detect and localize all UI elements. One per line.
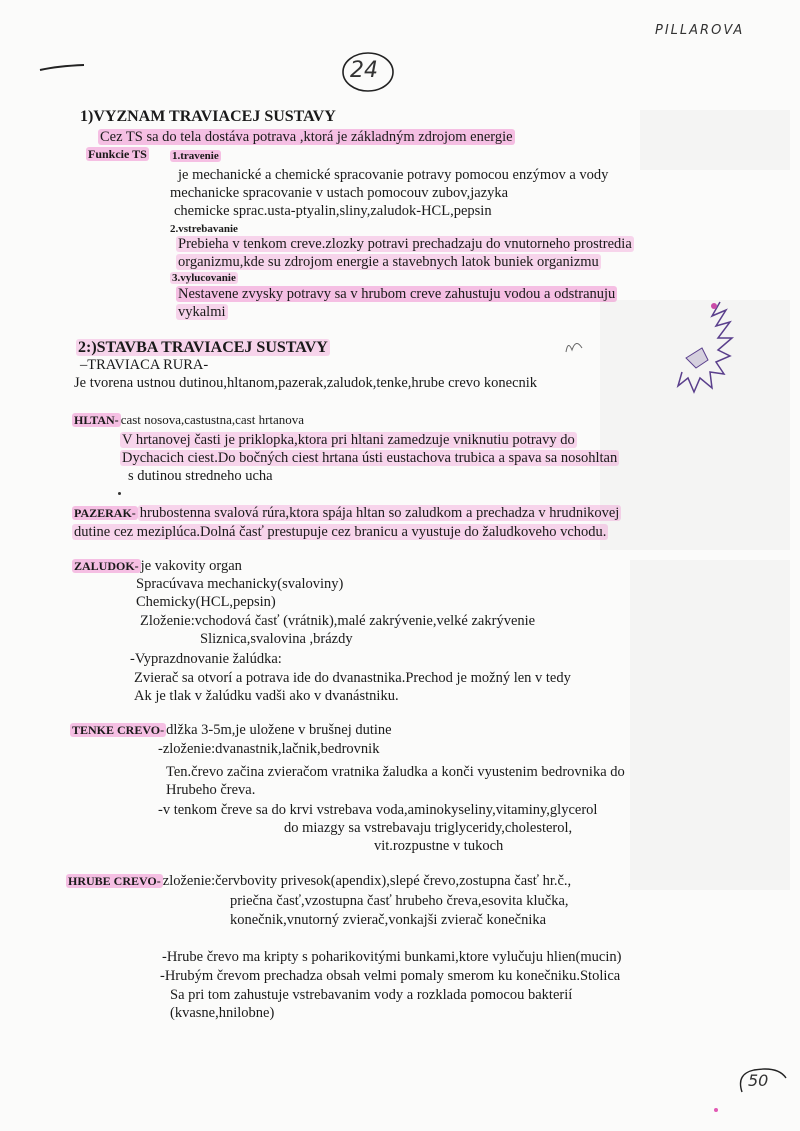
text-line: (kvasne,hnilobne) — [170, 1005, 275, 1021]
hrube-crevo-text: zloženie:červbovity privesok(apendix),slepé črevo,zostupna časť hr.č., — [162, 873, 572, 889]
text-line-highlight: organizmu,kde su zdrojom energie a stavebnych latok buniek organizmu — [178, 254, 599, 270]
text-line: Je tvorena ustnou dutinou,hltanom,pazerak,zaludok,tenke,hrube crevo konecnik — [74, 375, 538, 391]
text-line: -Hrube črevo ma kripty s poharikovitými bunkami,ktore vylučuju hlien(mucin) — [162, 949, 622, 965]
text-line — [72, 524, 608, 541]
text-line: je mechanické a chemické spracovanie potravy pomocou enzýmov a vody — [178, 167, 609, 183]
text-line: -Hrubým črevom prechadza obsah velmi pomaly smerom ku konečniku.Stolica — [160, 968, 621, 984]
pazerak-text: hrubostenna svalová rúra,ktora spája hltan so zaludkom a prechadza v hrudnikovej — [139, 505, 620, 521]
handwritten-name: PILLAROVA — [655, 23, 745, 38]
text-line-highlight: vykalmi — [178, 304, 226, 320]
section-heading-1: 1)VYZNAM TRAVIACEJ SUSTAVY — [80, 108, 336, 125]
subtitle-traviaca-rura: –TRAVIACA RURA- — [80, 357, 209, 373]
intro-line — [98, 129, 515, 146]
zaludok-line — [72, 558, 242, 575]
text-line: Zloženie:vchodová časť (vrátnik),malé zakrývenie,velké zakrývenie — [140, 613, 536, 629]
section-heading-2-text: 2:)STAVBA TRAVIACEJ SUSTAVY — [78, 339, 328, 356]
text-line — [120, 450, 619, 467]
hrube-crevo-line — [66, 873, 571, 890]
text-line: Hrubeho čreva. — [166, 782, 256, 798]
text-line-highlight: Dychacich ciest.Do bočných ciest hrtana ústi eustachova trubica a spava sa nosohltan — [122, 450, 618, 466]
text-line-highlight: Prebieha v tenkom creve.zlozky potravi prechadzaju do vnutorneho prostredia — [178, 236, 632, 252]
funkcie-label-text: Funkcie TS — [88, 147, 147, 161]
text-line: Chemicky(HCL,pepsin) — [136, 594, 276, 610]
term-hrube-crevo: HRUBE CREVO- — [68, 874, 161, 888]
term-pazerak: PAZERAK- — [74, 506, 136, 520]
text-line: priečna časť,vzostupna časť hrubeho čreva,esovita klučka, — [230, 893, 569, 909]
pink-dot — [714, 1108, 718, 1112]
text-line — [176, 286, 617, 303]
section-heading-2 — [76, 339, 330, 356]
tenke-crevo-line — [70, 722, 392, 739]
tenke-crevo-text: dlžka 3-5m,je uložene v brušnej dutine — [166, 722, 392, 738]
text-line: -zloženie:dvanastnik,lačnik,bedrovnik — [158, 741, 380, 757]
pazerak-line — [72, 505, 621, 522]
zaludok-text: je vakovity organ — [140, 558, 242, 574]
subhead-travenie-text: 1.travenie — [172, 150, 219, 162]
text-line: Ten.črevo začina zvieračom vratnika žaludka a konči vyustenim bedrovnika do — [166, 764, 625, 780]
subhead-vylucovanie-text: 3.vylucovanie — [172, 272, 236, 284]
funkcie-label — [86, 146, 149, 163]
text-line: do miazgy sa vstrebavaju triglyceridy,cholesterol, — [284, 820, 573, 836]
term-tenke-crevo: TENKE CREVO- — [72, 723, 165, 737]
dot-mark — [118, 492, 121, 495]
text-line — [176, 254, 601, 271]
text-line: Sliznica,svalovina ,brázdy — [200, 631, 353, 647]
text-line: -v tenkom čreve sa do krvi vstrebava voda,aminokyseliny,vitaminy,glycerol — [158, 802, 598, 818]
text-line-highlight: Nestavene zvysky potravy sa v hrubom creve zahustuju vodou a odstranuju — [178, 286, 616, 302]
bleed-through-block — [640, 110, 790, 170]
hltan-line — [72, 411, 304, 429]
pen-stroke — [38, 62, 88, 74]
text-line: -Vyprazdnovanie žalúdka: — [130, 651, 282, 667]
text-line: chemicke sprac.usta-ptyalin,sliny,zaludok-HCL,pepsin — [174, 203, 492, 219]
text-line — [120, 432, 577, 449]
text-line — [176, 236, 634, 253]
text-line: Zvierač sa otvorí a potrava ide do dvanastnika.Prechod je možný len v tedy — [134, 670, 571, 686]
term-zaludok: ZALUDOK- — [74, 559, 139, 573]
subhead-travenie — [170, 148, 221, 165]
hltan-parts: cast nosova,castustna,cast hrtanova — [120, 412, 305, 427]
page-number: 24 — [350, 58, 378, 83]
text-line: s dutinou stredneho ucha — [128, 468, 273, 484]
text-line: vit.rozpustne v tukoch — [374, 838, 504, 854]
text-line: Sa pri tom zahustuje vstrebavanim vody a rozklada pomocou bakterií — [170, 987, 573, 1003]
text-line-highlight: V hrtanovej časti je priklopka,ktora pri hltani zamedzuje vniknutiu potravy do — [122, 432, 575, 448]
text-line: Ak je tlak v žalúdku vadši ako v dvanástniku. — [134, 688, 399, 704]
subhead-vstrebavanie-text: 2.vstrebavanie — [170, 223, 238, 235]
term-hltan: HLTAN- — [74, 413, 119, 427]
subhead-vylucovanie — [170, 270, 238, 287]
hedgehog-doodle — [672, 298, 742, 398]
text-line: Spracúvava mechanicky(svaloviny) — [136, 576, 344, 592]
intro-text: Cez TS sa do tela dostáva potrava ,ktorá je základným zdrojom energie — [100, 129, 513, 145]
text-line: konečnik,vnutorný zvierač,vonkajši zvierač konečnika — [230, 912, 547, 928]
bleed-through-block — [630, 560, 790, 890]
text-line — [176, 304, 228, 321]
text-line: mechanicke spracovanie v ustach pomocouv zubov,jazyka — [170, 185, 509, 201]
scribble-mark — [562, 334, 586, 356]
text-line-highlight: dutine cez meziplúca.Dolná časť prestupuje cez branicu a vyustuje do žaludkoveho vchodu. — [74, 524, 607, 540]
bottom-number: 50 — [748, 1071, 769, 1090]
